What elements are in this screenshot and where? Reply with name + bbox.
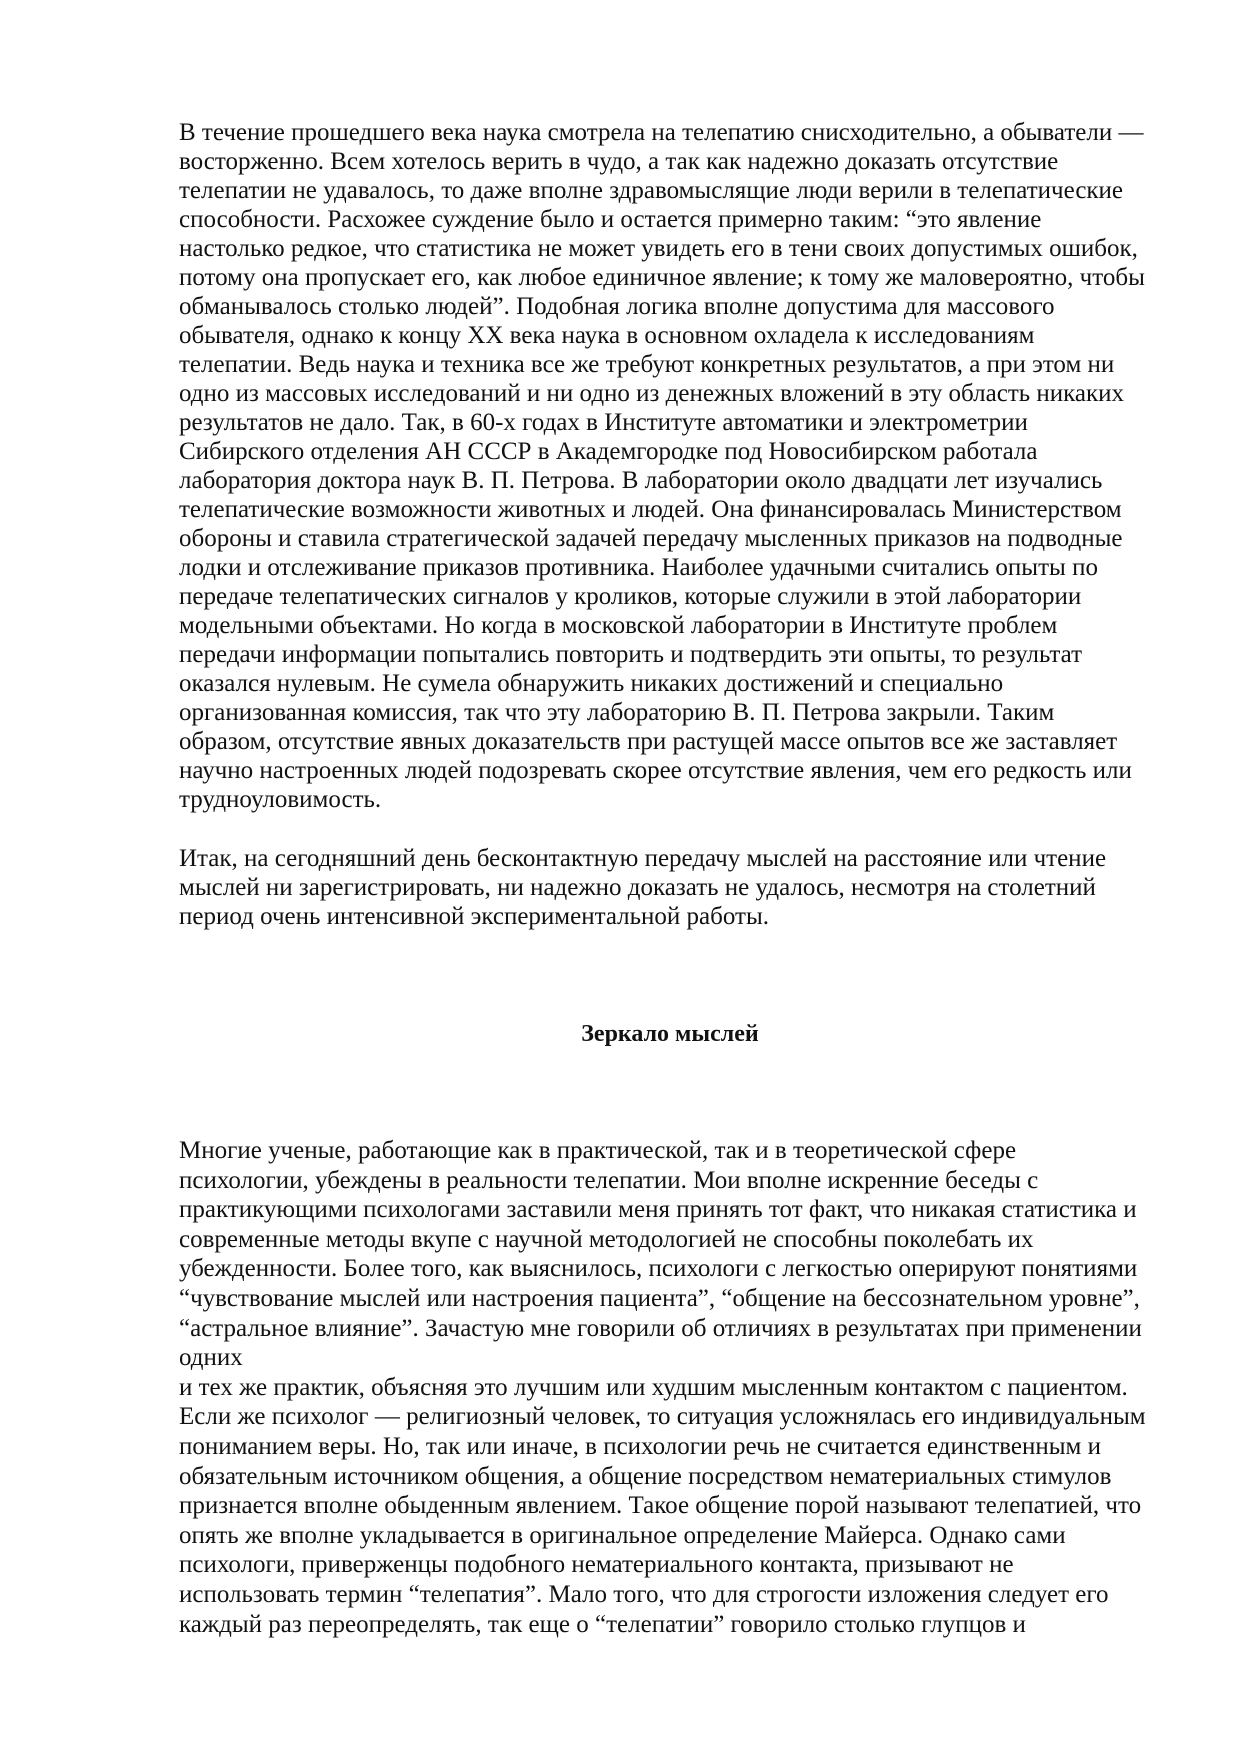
text-line: настолько редкое, что статистика не может увидеть его в тени своих допустимых ошибок, [179,235,1138,262]
text-line: В течение прошедшего века наука смотрела на телепатию снисходительно, а обыватели — [179,119,1144,146]
text-line: одних [179,1344,243,1372]
text-line: Итак, на сегодняшний день бесконтактную передачу мыслей на расстояние или чтение [179,845,1107,872]
text-line: Если же психолог — религиозный человек, то ситуация усложнялась его индивидуальным [179,1403,1146,1431]
text-line: признается вполне обыденным явлением. Такое общение порой называют телепатией, что [179,1492,1142,1520]
text-line: передаче телепатических сигналов у кроликов, которые служили в этой лаборатории [179,583,1082,610]
text-line: передачи информации попытались повторить и подтвердить эти опыты, то результат [179,641,1083,668]
text-line: опять же вполне укладывается в оригинальное определение Майерса. Однако сами [179,1521,1066,1549]
text-line: использовать термин “телепатия”. Мало того, что для строгости изложения следует его [179,1580,1109,1608]
text-line: обороны и ставила стратегической задачей передачу мысленных приказов на подводные [179,525,1123,552]
text-line: современные методы вкупе с научной методологией не способны поколебать их [179,1225,1034,1253]
text-line: телепатии не удавалось, то даже вполне здравомыслящие люди верили в телепатические [179,177,1124,204]
text-line: практикующими психологами заставили меня принять тот факт, что никакая статистика и [179,1196,1137,1224]
text-line: обманывалось столько людей”. Подобная логика вполне допустима для массового [179,293,1055,320]
section-heading: Зеркало мыслей [581,1021,759,1047]
text-line: одно из массовых исследований и ни одно из денежных вложений в эту область никаких [179,380,1125,407]
paragraph-conclusion [179,844,1106,931]
text-line: телепатические возможности животных и людей. Она финансировалась Министерством [179,496,1122,523]
text-line: каждый раз переопределять, так еще о “телепатии” говорило столько глупцов и [179,1610,1026,1638]
paragraph-telepathy-history [179,118,1145,814]
text-line: обывателя, однако к концу XX века наука в основном охладела к исследованиям [179,322,1035,349]
text-line: период очень интенсивной экспериментальной работы. [179,903,769,930]
text-line: способности. Расхожее суждение было и остается примерно таким: “это явление [179,206,1042,233]
text-line: образом, отсутствие явных доказательств при растущей массе опытов все же заставляет [179,728,1118,755]
text-line: психологии, убеждены в реальности телепатии. Мои вполне искренние беседы с [179,1166,1039,1194]
text-line: модельными объектами. Но когда в московской лаборатории в Институте проблем [179,612,1058,639]
text-line: организованная комиссия, так что эту лабораторию В. П. Петрова закрыли. Таким [179,699,1055,726]
text-line: результатов не дало. Так, в 60-х годах в Институте автоматики и электрометрии [179,409,1028,436]
text-line: потому она пропускает его, как любое единичное явление; к тому же маловероятно, чтобы [179,264,1145,291]
text-line: Сибирского отделения АН СССР в Академгородке под Новосибирском работала [179,438,1038,465]
text-line: Многие ученые, работающие как в практической, так и в теоретической сфере [179,1137,1017,1164]
text-line: “чувствование мыслей или настроения пациента”, “общение на бессознательном уровне”, [179,1284,1140,1312]
text-line: обязательным источником общения, а общение посредством нематериальных стимулов [179,1462,1112,1490]
text-line: оказался нулевым. Не сумела обнаружить никаких достижений и специально [179,670,1004,697]
text-line: телепатии. Ведь наука и техника все же требуют конкретных результатов, а при этом ни [179,351,1115,378]
text-line: “астральное влияние”. Зачастую мне говорили об отличиях в результатах при применении [179,1314,1142,1342]
text-line: мыслей ни зарегистрировать, ни надежно доказать не удалось, несмотря на столетний [179,874,1096,901]
text-line: пониманием веры. Но, так или иначе, в психологии речь не считается единственным и [179,1432,1101,1460]
text-line: убежденности. Более того, как выяснилось, психологи с легкостью оперируют понятиями [179,1255,1138,1283]
text-line: восторженно. Всем хотелось верить в чудо, а так как надежно доказать отсутствие [179,148,1059,175]
text-line: лодки и отслеживание приказов противника. Наиболее удачными считались опыты по [179,554,1098,581]
text-line: и тех же практик, объясняя это лучшим или худшим мысленным контактом с пациентом. [179,1373,1128,1401]
text-line: лаборатория доктора наук В. П. Петрова. В лаборатории около двадцати лет изучались [179,467,1103,494]
text-line: психологи, приверженцы подобного нематериального контакта, призывают не [179,1551,1014,1579]
text-line: трудноуловимость. [179,786,382,813]
paragraph-psychologists [179,1136,1146,1639]
text-line: научно настроенных людей подозревать скорее отсутствие явления, чем его редкость или [179,757,1132,784]
